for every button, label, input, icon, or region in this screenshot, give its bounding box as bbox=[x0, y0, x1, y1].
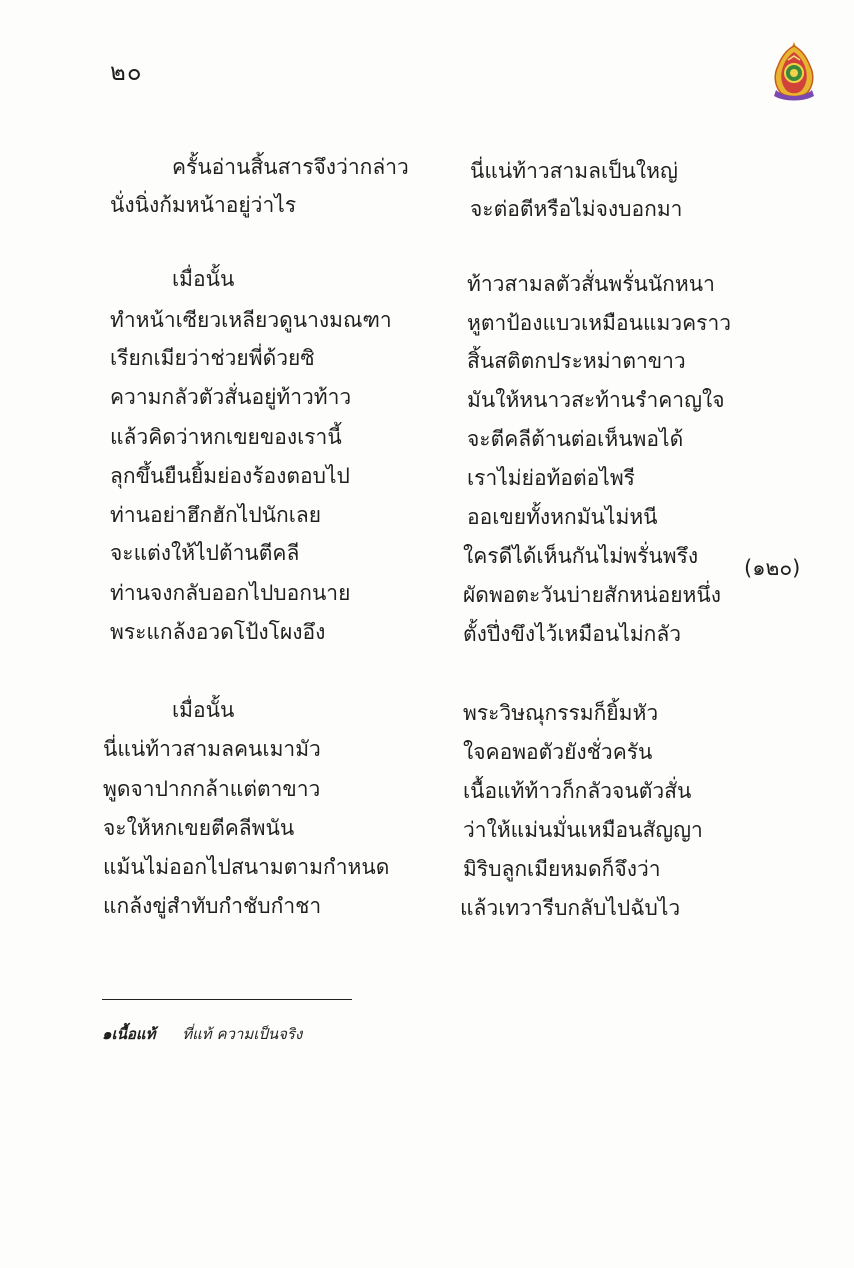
verse-line-right: หูตาป้องแบวเหมือนแมวคราว bbox=[467, 311, 732, 335]
verse-line-left: พระแกล้งอวดโป้งโผงอึง bbox=[110, 620, 326, 644]
verse-line-left: ความกลัวตัวสั่นอยู่ท้าวท้าว bbox=[110, 385, 352, 409]
verse-line-right: ตั้งปึ่งขึงไว้เหมือนไม่กลัว bbox=[463, 622, 682, 646]
verse-line-right: ผัดพอตะวันบ่ายสักหน่อยหนึ่ง bbox=[463, 583, 721, 607]
verse-line-right: ใจคอพอตัวยังชั่วครัน bbox=[463, 740, 653, 764]
verse-line-left: แม้นไม่ออกไปสนามตามกำหนด bbox=[103, 855, 390, 879]
verse-line-left: ท่านอย่าฮึกฮักไปนักเลย bbox=[110, 503, 322, 527]
verse-line-left: ทำหน้าเซียวเหลียวดูนางมณฑา bbox=[110, 308, 392, 332]
verse-line-left: พูดจาปากกล้าแต่ตาขาว bbox=[103, 777, 321, 801]
verse-line-right: ใครดีได้เห็นกันไม่พรั่นพรึง bbox=[463, 544, 699, 568]
verse-line-right: จะต่อตีหรือไม่จงบอกมา bbox=[470, 197, 683, 221]
verse-line-right: แล้วเทวารีบกลับไปฉับไว bbox=[460, 896, 681, 920]
verse-line-right: มันให้หนาวสะท้านรำคาญใจ bbox=[467, 388, 725, 412]
verse-line-left: ครั้นอ่านสิ้นสารจึงว่ากล่าว bbox=[172, 155, 409, 179]
verse-line-left: จะให้หกเขยตีคลีพนัน bbox=[103, 816, 295, 840]
verse-line-right: เราไม่ย่อท้อต่อไพรี bbox=[467, 466, 635, 490]
verse-line-left: นั่งนิ่งก้มหน้าอยู่ว่าไร bbox=[110, 193, 297, 217]
verse-line-right: จะตีคลีต้านต่อเห็นพอได้ bbox=[467, 427, 684, 451]
verse-line-left: ท่านจงกลับออกไปบอกนาย bbox=[110, 581, 351, 605]
footnote-definition: ที่แท้ ความเป็นจริง bbox=[182, 1025, 303, 1043]
footnote bbox=[102, 1022, 302, 1046]
verse-line-right: ออเขยทั้งหกมันไม่หนี bbox=[467, 505, 658, 529]
verse-line-left: แกล้งขู่สำทับกำชับกำชา bbox=[103, 894, 322, 918]
verse-line-left: จะแต่งให้ไปต้านตีคลี bbox=[110, 541, 300, 565]
verse-line-left: เรียกเมียว่าช่วยพี่ด้วยซิ bbox=[110, 346, 315, 370]
verse-line-right: ท้าวสามลตัวสั่นพรั่นนักหนา bbox=[467, 272, 715, 296]
thai-royal-emblem-icon bbox=[770, 40, 818, 102]
verse-line-right: นี่แน่ท้าวสามลเป็นใหญ่ bbox=[470, 159, 678, 183]
verse-line-left: แล้วคิดว่าหกเขยของเรานี้ bbox=[110, 425, 342, 449]
verse-line-left: ลุกขึ้นยืนยิ้มย่องร้องตอบไป bbox=[110, 464, 350, 488]
verse-line-left: เมื่อนั้น bbox=[172, 698, 235, 722]
verse-line-right: สิ้นสติตกประหม่าตาขาว bbox=[467, 349, 686, 373]
verse-line-right: พระวิษณุกรรมก็ยิ้มหัว bbox=[463, 701, 659, 725]
footnote-divider bbox=[102, 999, 352, 1000]
page-number: ๒๐ bbox=[110, 58, 143, 86]
verse-line-left: เมื่อนั้น bbox=[172, 267, 235, 291]
verse-line-left: นี่แน่ท้าวสามลคนเมามัว bbox=[103, 737, 321, 761]
verse-line-right: มิริบลูกเมียหมดก็จึงว่า bbox=[463, 857, 661, 881]
verse-line-right: เนื้อแท้ท้าวก็กลัวจนตัวสั่น bbox=[463, 779, 692, 803]
verse-line-right: ว่าให้แม่นมั่นเหมือนสัญญา bbox=[463, 818, 703, 842]
verse-number: (๑๒๐) bbox=[744, 556, 801, 580]
footnote-term: ๑เนื้อแท้ bbox=[102, 1025, 156, 1043]
